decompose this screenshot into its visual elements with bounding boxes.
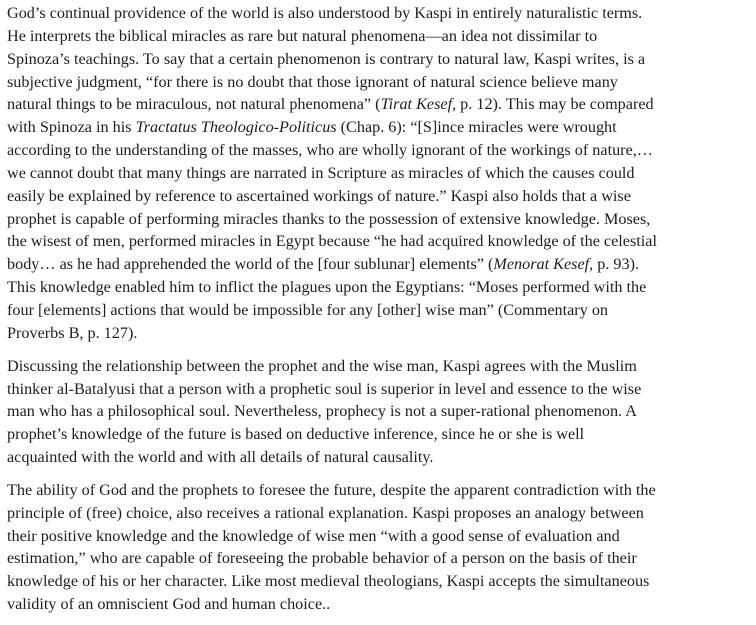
- text-run: Spinoza’s teachings. To say that a certain phenomenon is contrary to natural law, Kaspi writes, is a: [7, 49, 646, 68]
- text-run: (Chap. 6): “[S]ince miracles were wrought: [336, 118, 617, 137]
- text-run: God’s continual providence of the world is also understood by Kaspi in entirely naturalistic terms.: [7, 4, 643, 22]
- text-line: [7, 378, 750, 401]
- text-run: principle of (free) choice, also receives a rational explanation. Kaspi proposes an analogy between: [7, 503, 644, 522]
- text-line: [7, 502, 750, 525]
- text-line: [7, 547, 750, 570]
- text-line: [7, 208, 750, 231]
- text-run: prophet’s knowledge of the future is based on deductive inference, since he or she is well: [7, 425, 585, 444]
- text-run: Proverbs B, p. 127).: [7, 323, 138, 342]
- text-run: the wisest of men, performed miracles in Egypt because “he had acquired knowledge of the celestial: [7, 232, 657, 251]
- italic-title: Tirat Kesef: [380, 95, 453, 114]
- italic-title: Tractatus Theologico-Politicus: [135, 118, 337, 137]
- text-line: [7, 593, 750, 616]
- text-line: [7, 116, 750, 139]
- text-run: four [elements] actions that would be impossible for any [other] wise man” (Commentary on: [7, 300, 609, 319]
- text-run: This knowledge enabled him to inflict the plagues upon the Egyptians: “Moses performed with the: [7, 278, 647, 297]
- text-line: [7, 162, 750, 185]
- text-line: [7, 570, 750, 593]
- text-line: [7, 230, 750, 253]
- text-line: [7, 2, 750, 25]
- paragraph-1: [7, 2, 750, 345]
- text-run: knowledge of his or her character. Like most medieval theologians, Kaspi accepts the simultaneous: [7, 572, 650, 591]
- text-run: natural things to be miraculous, not natural phenomena” (: [7, 95, 381, 114]
- text-run: thinker al-Batalyusi that a person with a prophetic soul is superior in level and essence to the wise: [7, 379, 642, 398]
- text-run: easily be explained by reference to ascertained workings of nature.” Kaspi also holds that a wise: [7, 186, 631, 205]
- text-line: [7, 253, 750, 276]
- text-run: validity of an omniscient God and human choice..: [7, 595, 331, 614]
- text-run: we cannot doubt that many things are narrated in Scripture as miracles of which the causes could: [7, 163, 635, 182]
- text-run: body… as he had apprehended the world of the [four sublunar] elements” (: [7, 255, 494, 274]
- text-run: prophet is capable of performing miracles thanks to the possession of extensive knowledge. Moses,: [7, 209, 651, 228]
- text-run: acquainted with the world and with all details of natural causality.: [7, 448, 434, 467]
- text-line: [7, 525, 750, 548]
- text-run: , p. 93).: [589, 255, 640, 274]
- text-line: [7, 276, 750, 299]
- text-run: Discussing the relationship between the prophet and the wise man, Kaspi agrees with the Muslim: [7, 356, 637, 375]
- text-line: [7, 479, 750, 502]
- text-run: with Spinoza in his: [7, 118, 136, 137]
- text-run: He interprets the biblical miracles as rare but natural phenomena—an idea not dissimilar to: [7, 26, 598, 45]
- text-run: man who has a philosophical soul. Nevertheless, prophecy is not a super-rational phenomenon. A: [7, 402, 637, 421]
- text-run: The ability of God and the prophets to foresee the future, despite the apparent contradiction with the: [7, 480, 656, 499]
- paragraph-2: [7, 355, 750, 469]
- text-line: [7, 48, 750, 71]
- text-line: [7, 355, 750, 378]
- text-line: [7, 93, 750, 116]
- text-line: [7, 423, 750, 446]
- text-line: [7, 322, 750, 345]
- text-line: [7, 446, 750, 469]
- paragraph-3: [7, 479, 750, 616]
- text-line: [7, 139, 750, 162]
- text-line: [7, 185, 750, 208]
- text-run: , p. 12). This may be compared: [452, 95, 654, 114]
- text-run: subjective judgment, “for there is no doubt that those ignorant of natural science believe many: [7, 72, 618, 91]
- text-run: according to the understanding of the masses, who are wholly ignorant of the workings of nature,…: [7, 141, 653, 160]
- text-line: [7, 71, 750, 94]
- text-run: estimation,” who are capable of foreseeing the probable behavior of a person on the basis of their: [7, 549, 637, 568]
- italic-title: Menorat Kesef: [493, 255, 590, 274]
- text-line: [7, 400, 750, 423]
- text-line: [7, 25, 750, 48]
- text-line: [7, 299, 750, 322]
- text-run: their positive knowledge and the knowledge of wise men “with a good sense of evaluation and: [7, 526, 620, 545]
